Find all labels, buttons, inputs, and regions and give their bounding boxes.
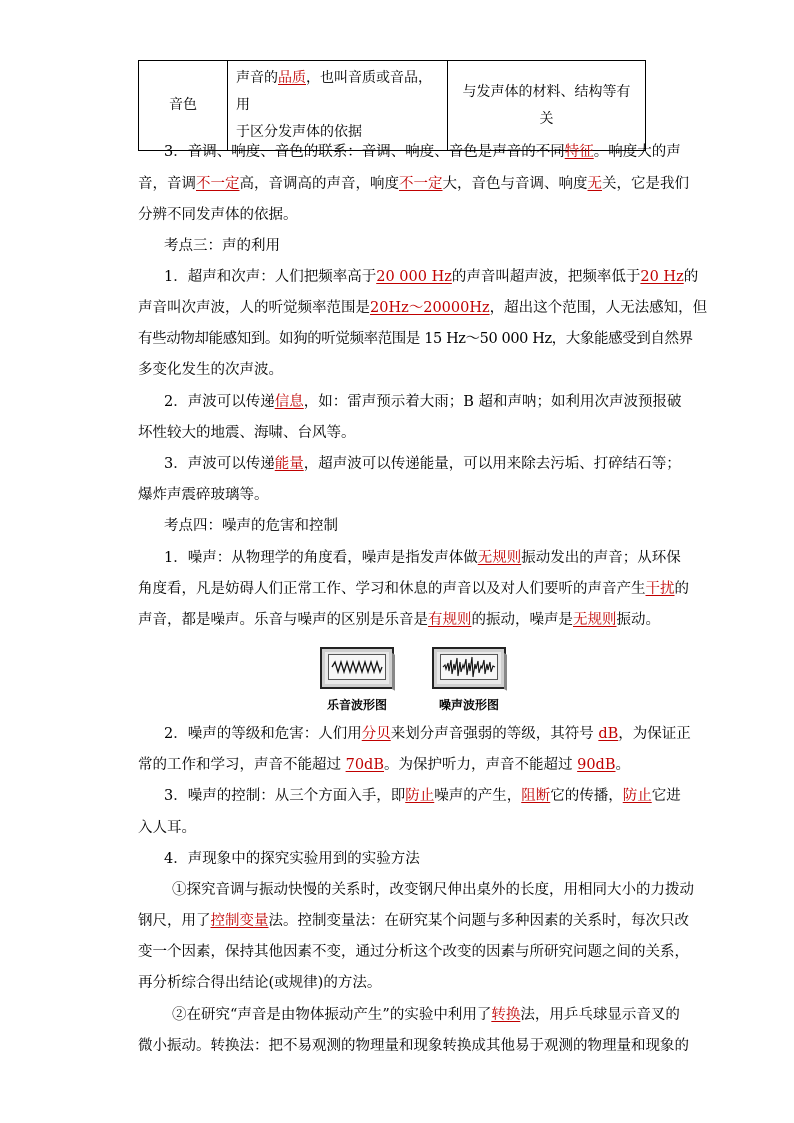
paragraph-line: 音，音调不一定高，音调高的声音，响度不一定大，音色与音调、响度无关，它是我们 <box>138 176 689 192</box>
paragraph-line: 1．超声和次声：人们把频率高于20 000 Hz的声音叫超声波，把频率低于20 Hz的 <box>164 269 699 285</box>
section-heading-kd4: 考点四：噪声的危害和控制 <box>164 518 338 534</box>
table-cell-definition: 声音的品质，也叫音质或音品，用 于区分发声体的依据 <box>228 61 448 151</box>
table-cell-relation: 与发声体的材料、结构等有关 <box>448 61 646 151</box>
oscilloscope-image <box>432 647 506 689</box>
paragraph-line: 3．声波可以传递能量，超声波可以传递能量，可以用来除去污垢、打碎结石等； <box>164 456 681 472</box>
section-heading-methods: 4．声现象中的探究实验用到的实验方法 <box>164 851 420 867</box>
paragraph-line: 分辨不同发声体的依据。 <box>138 207 298 223</box>
table-cell-name: 音色 <box>139 61 228 151</box>
paragraph-line: ②在研究“声音是由物体振动产生”的实验中利用了转换法，用乒乓球显示音叉的 <box>172 1007 680 1023</box>
irregular-wave-icon <box>441 655 497 679</box>
paragraph-line: 微小振动。转换法：把不易观测的物理量和现象转换成其他易于观测的物理量和现象的 <box>138 1038 689 1054</box>
paragraph-line: 2．噪声的等级和危害：人们用分贝来划分声音强弱的等级，其符号 dB，为保证正 <box>164 726 691 742</box>
paragraph-line: ①探究音调与振动快慢的关系时，改变钢尺伸出桌外的长度，用相同大小的力拨动 <box>172 882 694 898</box>
paragraph-line: 多变化发生的次声波。 <box>138 362 283 378</box>
noise-waveform-caption: 噪声波形图 <box>438 698 499 712</box>
paragraph-line: 常的工作和学习，声音不能超过 70dB。为保护听力，声音不能超过 90dB。 <box>138 757 630 773</box>
paragraph-line: 角度看，凡是妨碍人们正常工作、学习和休息的声音以及对人们要听的声音产生干扰的 <box>138 581 689 597</box>
paragraph-line: 再分析综合得出结论(或规律)的方法。 <box>138 975 382 991</box>
paragraph-line: 3．音调、响度、音色的联系：音调、响度、音色是声音的不同特征。响度大的声 <box>164 144 681 160</box>
music-waveform-caption: 乐音波形图 <box>326 698 387 712</box>
paragraph-line: 坏性较大的地震、海啸、台风等。 <box>138 425 356 441</box>
paragraph-line: 变一个因素，保持其他因素不变，通过分析这个改变的因素与所研究问题之间的关系， <box>138 944 689 960</box>
paragraph-line: 有些动物却能感知到。如狗的听觉频率范围是 15 Hz～50 000 Hz，大象能感受到自然界 <box>138 331 693 347</box>
paragraph-line: 入人耳。 <box>138 820 196 836</box>
oscilloscope-image <box>320 647 394 689</box>
timbre-table <box>138 60 646 151</box>
paragraph-line: 2．声波可以传递信息，如：雷声预示着大雨；B 超和声呐；如利用次声波预报破 <box>164 394 682 410</box>
paragraph-line: 声音叫次声波，人的听觉频率范围是20Hz～20000Hz，超出这个范围，人无法感知，但 <box>138 300 708 316</box>
paragraph-line: 声音，都是噪声。乐音与噪声的区别是乐音是有规则的振动，噪声是无规则振动。 <box>138 612 660 628</box>
table-row <box>139 61 646 151</box>
section-heading-kd3: 考点三：声的利用 <box>164 238 280 254</box>
paragraph-line: 1．噪声：从物理学的角度看，噪声是指发声体做无规则振动发出的声音；从环保 <box>164 550 681 566</box>
noise-waveform-figure <box>432 647 506 713</box>
music-waveform-figure <box>320 647 394 713</box>
answer-term: 品质 <box>278 70 306 86</box>
paragraph-line: 3．噪声的控制：从三个方面入手，即防止噪声的产生，阻断它的传播，防止它进 <box>164 788 681 804</box>
paragraph-line: 钢尺，用了控制变量法。控制变量法：在研究某个问题与多种因素的关系时，每次只改 <box>138 913 689 929</box>
regular-wave-icon <box>329 655 385 679</box>
paragraph-line: 爆炸声震碎玻璃等。 <box>138 487 269 503</box>
